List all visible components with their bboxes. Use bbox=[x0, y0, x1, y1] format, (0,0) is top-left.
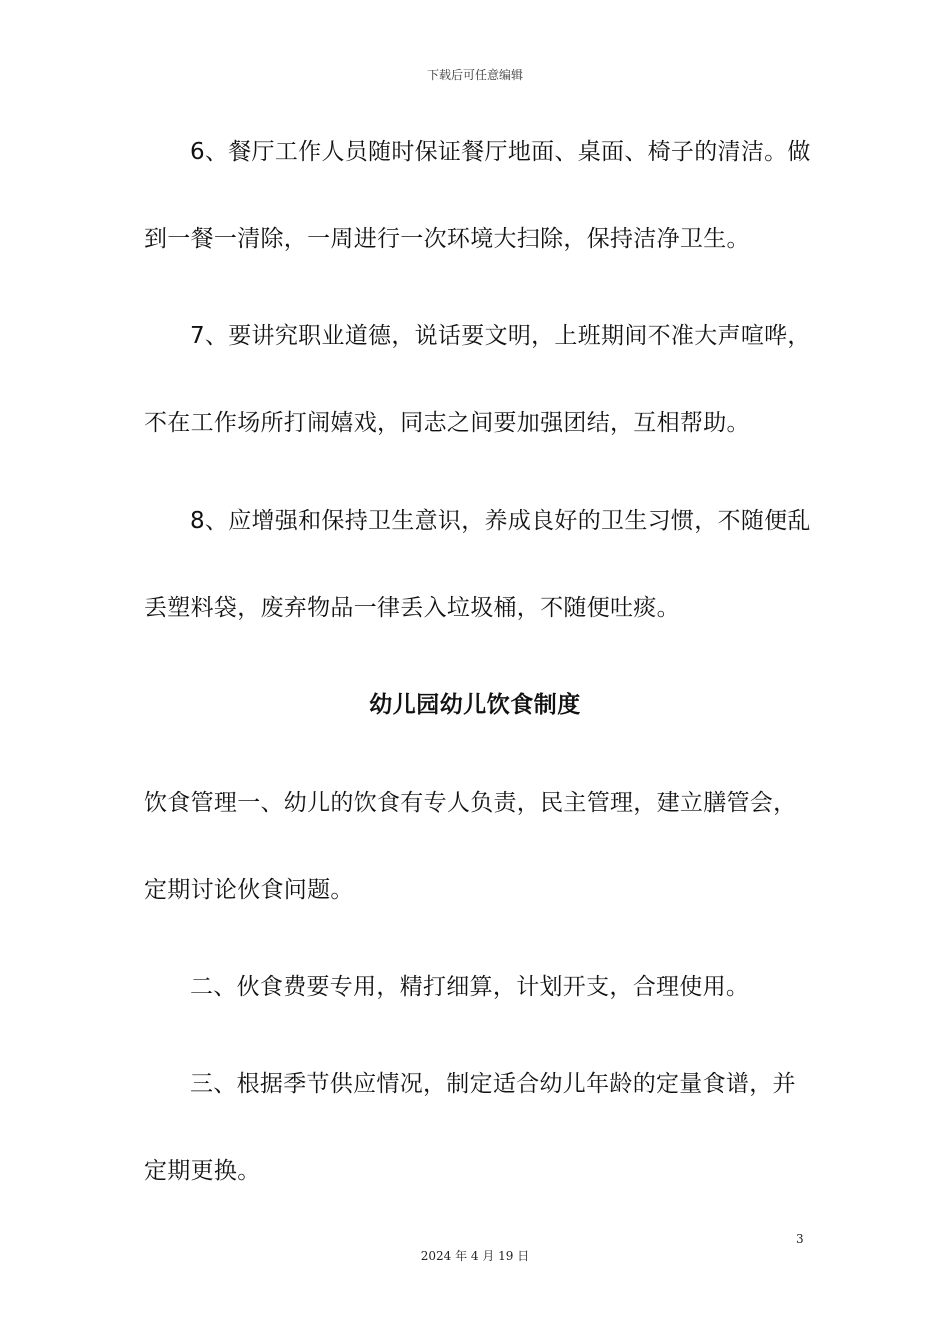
paragraph-6-line-2: 到一餐一清除，一周进行一次环境大扫除，保持洁净卫生。 bbox=[144, 226, 750, 252]
section-title: 幼儿园幼儿饮食制度 bbox=[369, 692, 581, 718]
diet-paragraph-1-line-2: 定期讨论伙食问题。 bbox=[144, 877, 354, 903]
paragraph-7-line-1: 7、要讲究职业道德，说话要文明，上班期间不准大声喧哗， bbox=[190, 323, 811, 349]
diet-paragraph-3-line-1: 三、根据季节供应情况，制定适合幼儿年龄的定量食谱，并 bbox=[190, 1071, 796, 1097]
diet-paragraph-3-line-2: 定期更换。 bbox=[144, 1158, 261, 1184]
page-number: 3 bbox=[796, 1232, 804, 1246]
paragraph-6-line-1: 6、餐厅工作人员随时保证餐厅地面、桌面、椅子的清洁。做 bbox=[190, 139, 811, 165]
paragraph-7-line-2: 不在工作场所打闹嬉戏，同志之间要加强团结，互相帮助。 bbox=[144, 410, 750, 436]
diet-paragraph-2-line-1: 二、伙食费要专用，精打细算，计划开支，合理使用。 bbox=[190, 974, 750, 1000]
diet-paragraph-1-line-1: 饮食管理一、幼儿的饮食有专人负责，民主管理，建立膳管会， bbox=[144, 790, 797, 816]
paragraph-8-line-2: 丢塑料袋，废弃物品一律丢入垃圾桶，不随便吐痰。 bbox=[144, 595, 680, 621]
footer-date: 2024 年 4 月 19 日 bbox=[420, 1249, 530, 1263]
page-header: 下载后可任意编辑 bbox=[426, 68, 523, 82]
paragraph-8-line-1: 8、应增强和保持卫生意识，养成良好的卫生习惯，不随便乱 bbox=[190, 508, 811, 534]
